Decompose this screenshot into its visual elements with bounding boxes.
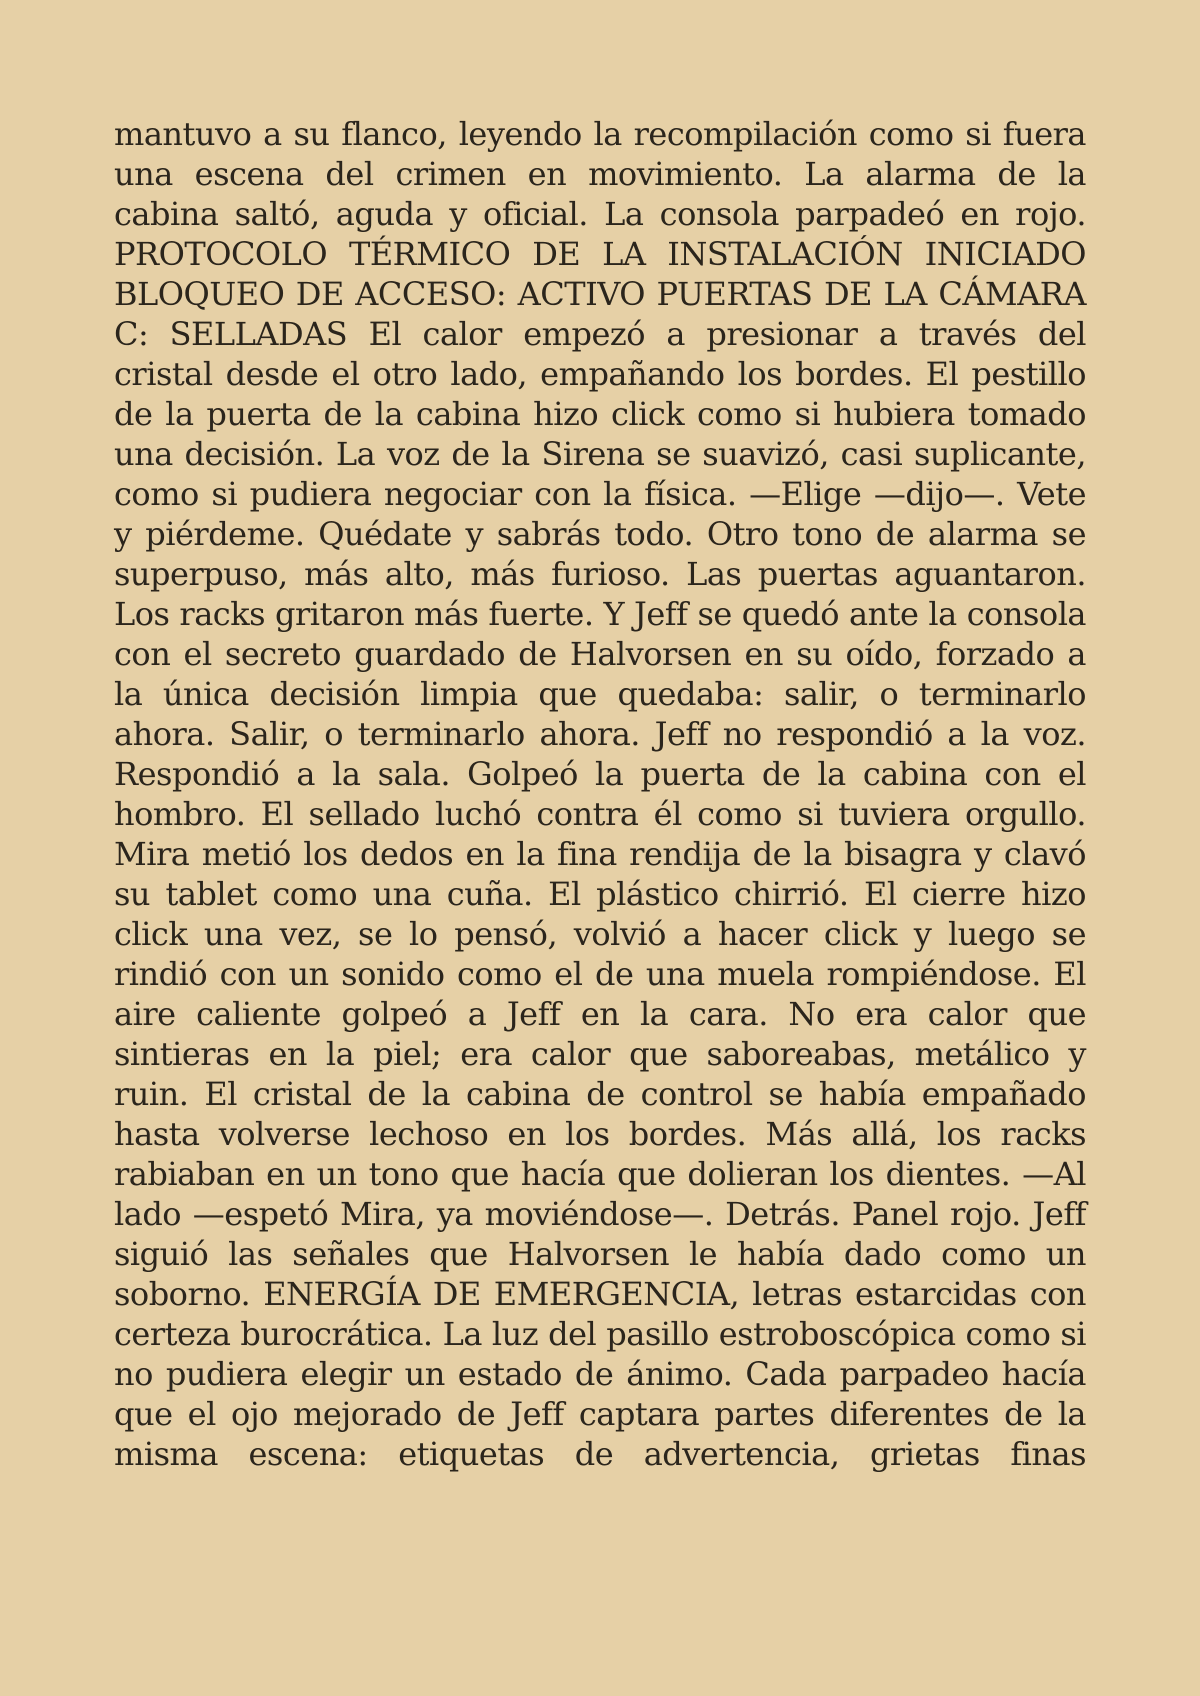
page-body — [114, 114, 1086, 1594]
body-text: mantuvo a su flanco, leyendo la recompilación como si fuera una escena del crimen en movimiento. La alarma de la cabina saltó, aguda y oficial. La consola parpadeó en rojo. PROTOCOLO TÉRMICO DE LA INSTALACIÓN INICIADO BLOQUEO DE ACCESO: ACTIVO PUERTAS DE LA CÁMARA C: SELLADAS El calor empezó a presionar a través del cristal desde el otro lado, empañando los bordes. El pestillo de la puerta de la cabina hizo click como si hubiera tomado una decisión. La voz de la Sirena se suavizó, casi suplicante, como si pudiera negociar con la física. —Elige —dijo—. Vete y piérdeme. Quédate y sabrás todo. Otro tono de alarma se superpuso, más alto, más furioso. Las puertas aguantaron. Los racks gritaron más fuerte. Y Jeff se quedó ante la consola con el secreto guardado de Halvorsen en su oído, forzado a la única decisión limpia que quedaba: salir, o terminarlo ahora. Salir, o terminarlo ahora. Jeff no respondió a la voz. Respondió a la sala. Golpeó la puerta de la cabina con el hombro. El sellado luchó contra él como si tuviera orgullo. Mira metió los dedos en la fina rendija de la bisagra y clavó su tablet como una cuña. El plástico chirrió. El cierre hizo click una vez, se lo pensó, volvió a hacer click y luego se rindió con un sonido como el de una muela rompiéndose. El aire caliente golpeó a Jeff en la cara. No era calor que sintieras en la piel; era calor que saboreabas, metálico y ruin. El cristal de la cabina de control se había empañado hasta volverse lechoso en los bordes. Más allá, los racks rabiaban en un tono que hacía que dolieran los dientes. —Al lado —espetó Mira, ya moviéndose—. Detrás. Panel rojo. Jeff siguió las señales que Halvorsen le había dado como un soborno. ENERGÍA DE EMERGENCIA, letras estarcidas con certeza burocrática. La luz del pasillo estroboscópica como si no pudiera elegir un estado de ánimo. Cada parpadeo hacía que el ojo mejorado de Jeff captara partes diferentes de la misma escena: etiquetas de advertencia, grietas finas — [114, 115, 1086, 1473]
